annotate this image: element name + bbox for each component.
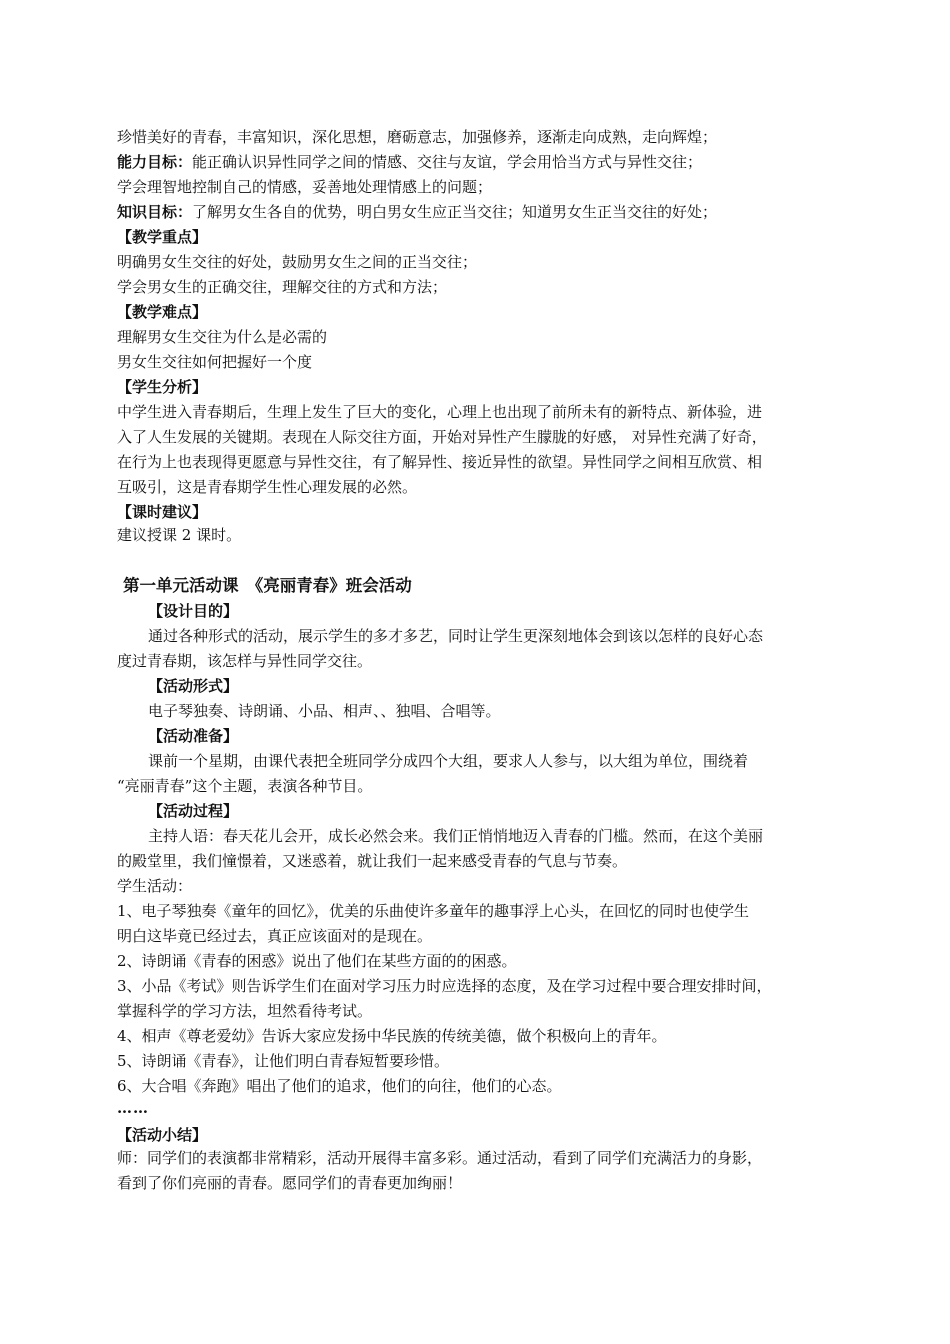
hours-text: 建议授课 2 课时。 xyxy=(117,526,242,544)
difficulty-item: 理解男女生交往为什么是必需的 xyxy=(117,328,328,346)
section-heading: 【活动小结】 xyxy=(117,1126,208,1144)
section-heading: 【活动形式】 xyxy=(148,677,239,695)
ability-goal-text: 能正确认识异性同学之间的情感、交往与友谊，学会用恰当方式与异性交往； xyxy=(192,153,703,171)
ability-goal-label: 能力目标： xyxy=(117,153,193,171)
activity-item: 掌握科学的学习方法，坦然看待考试。 xyxy=(117,1002,373,1020)
analysis-line: 中学生进入青春期后，生理上发生了巨大的变化，心理上也出现了前所未有的新特点、新体验，进 xyxy=(117,403,763,421)
student-activity-label: 学生活动： xyxy=(117,877,193,895)
activity-item: 2、诗朗诵《青春的困惑》说出了他们在某些方面的的困惑。 xyxy=(117,952,517,970)
section-heading: 【活动准备】 xyxy=(148,727,239,745)
analysis-line: 在行为上也表现得更愿意与异性交往，有了解异性、接近异性的欲望。异性同学之间相互欣赏、相 xyxy=(117,453,763,471)
prep-line: 课前一个星期，由课代表把全班同学分成四个大组，要求人人参与，以大组为单位，围绕着 xyxy=(148,752,749,770)
summary-line: 看到了你们亮丽的青春。愿同学们的青春更加绚丽！ xyxy=(117,1174,463,1192)
key-point: 学会男女生的正确交往，理解交往的方式和方法； xyxy=(117,278,448,296)
purpose-line: 通过各种形式的活动，展示学生的多才多艺，同时让学生更深刻地体会到该以怎样的良好心态 xyxy=(148,627,764,645)
activity-item: 4、相声《尊老爱幼》告诉大家应发扬中华民族的传统美德，做个积极向上的青年。 xyxy=(117,1027,667,1045)
section-heading: 【教学重点】 xyxy=(117,228,208,246)
section-heading: 【活动过程】 xyxy=(148,802,239,820)
key-point: 明确男女生交往的好处，鼓励男女生之间的正当交往； xyxy=(117,253,478,271)
goal-line: 珍惜美好的青春，丰富知识，深化思想，磨砺意志，加强修养，逐渐走向成熟，走向辉煌； xyxy=(117,128,718,146)
knowledge-goal-text: 了解男女生各自的优势，明白男女生应正当交往；知道男女生正当交往的好处； xyxy=(192,203,718,221)
purpose-line: 度过青春期，该怎样与异性同学交往。 xyxy=(117,652,373,670)
goal-line: 学会理智地控制自己的情感，妥善地处理情感上的问题； xyxy=(117,178,493,196)
ellipsis: …… xyxy=(117,1099,149,1117)
section-heading: 【课时建议】 xyxy=(117,503,208,521)
analysis-line: 入了人生发展的关键期。表现在人际交往方面，开始对异性产生朦胧的好感， 对异性充满了好奇， xyxy=(117,428,767,446)
activity-item: 1、电子琴独奏《童年的回忆》，优美的乐曲使许多童年的趣事浮上心头，在回忆的同时也使学生 xyxy=(117,902,750,920)
difficulty-item: 男女生交往如何把握好一个度 xyxy=(117,353,313,371)
ability-goal xyxy=(117,152,702,172)
activity-item: 5、诗朗诵《青春》，让他们明白青春短暂要珍惜。 xyxy=(117,1052,450,1070)
analysis-line: 互吸引，这是青春期学生性心理发展的必然。 xyxy=(117,478,418,496)
section-heading: 【学生分析】 xyxy=(117,378,208,396)
form-text: 电子琴独奏、诗朗诵、小品、相声、、独唱、合唱等。 xyxy=(148,702,501,720)
knowledge-goal xyxy=(117,202,717,222)
activity-item: 3、小品《考试》则告诉学生们在面对学习压力时应选择的态度，及在学习过程中要合理安排时间， xyxy=(117,977,772,995)
unit-title: 第一单元活动课 《亮丽青春》班会活动 xyxy=(123,576,412,595)
knowledge-goal-label: 知识目标： xyxy=(117,203,193,221)
section-heading: 【设计目的】 xyxy=(148,602,239,620)
section-heading: 【教学难点】 xyxy=(117,303,208,321)
host-line: 主持人语：春天花儿会开，成长必然会来。我们正悄悄地迈入青春的门槛。然而，在这个美丽 xyxy=(148,827,764,845)
prep-line: “亮丽青春”这个主题，表演各种节目。 xyxy=(117,777,373,795)
activity-item: 明白这毕竟已经过去，真正应该面对的是现在。 xyxy=(117,927,433,945)
activity-item: 6、大合唱《奔跑》唱出了他们的追求，他们的向往，他们的心态。 xyxy=(117,1077,562,1095)
host-line: 的殿堂里，我们憧憬着，又迷惑着，就让我们一起来感受青春的气息与节奏。 xyxy=(117,852,628,870)
summary-line: 师：同学们的表演都非常精彩，活动开展得丰富多彩。通过活动，看到了同学们充满活力的身影， xyxy=(117,1149,763,1167)
